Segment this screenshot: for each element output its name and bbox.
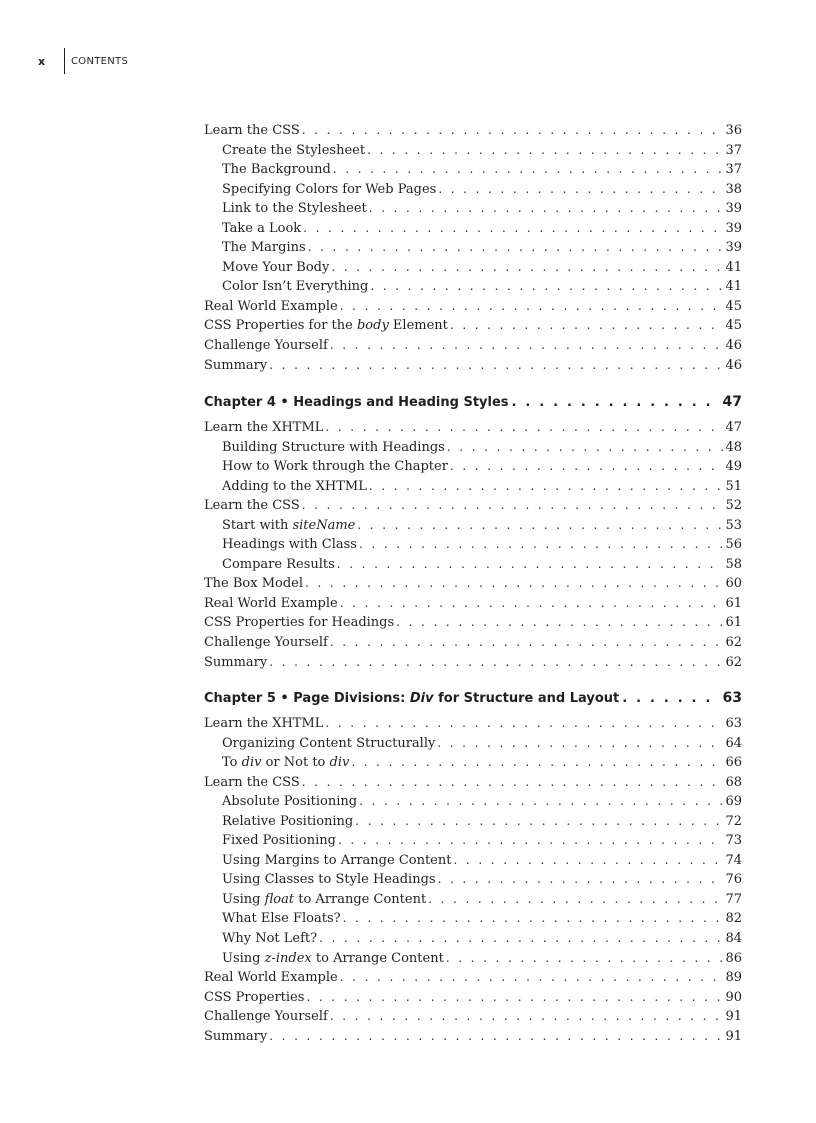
entry-title: CSS Properties for Headings (204, 615, 395, 631)
toc-subentry[interactable] (204, 734, 742, 754)
entry-page-number: 74 (725, 852, 742, 868)
entry-title: What Else Floats? (222, 911, 341, 927)
entry-page-number: 69 (725, 794, 742, 810)
entry-title-emphasis: body (356, 318, 389, 334)
toc-subentry[interactable] (204, 438, 742, 458)
toc-subentry[interactable] (204, 535, 742, 555)
dot-leader (359, 535, 723, 555)
entry-page-number: 41 (725, 279, 742, 295)
dot-leader (330, 1007, 724, 1027)
dot-leader (340, 297, 724, 317)
toc-entry[interactable] (204, 988, 742, 1008)
entry-page-number: 41 (725, 259, 742, 275)
entry-title: Organizing Content Structurally (222, 735, 436, 751)
toc-entry[interactable] (204, 316, 742, 336)
dot-leader (330, 336, 724, 356)
entry-page-number: 51 (725, 478, 742, 494)
toc-subentry[interactable] (204, 238, 742, 258)
dot-leader (306, 988, 723, 1008)
dot-leader (333, 160, 724, 180)
entry-page-number: 48 (725, 439, 742, 455)
dot-leader (302, 496, 724, 516)
entry-title-part: or Not to (261, 755, 330, 771)
entry-title: Real World Example (204, 595, 338, 611)
toc-entry[interactable] (204, 968, 742, 988)
entry-title-emphasis: float (264, 891, 295, 907)
dot-leader (359, 792, 723, 812)
dot-leader (302, 121, 724, 141)
entry-page-number: 72 (725, 813, 742, 829)
entry-page-number: 58 (725, 556, 742, 572)
dot-leader (305, 574, 723, 594)
toc-subentry[interactable] (204, 792, 742, 812)
toc-entry[interactable] (204, 714, 742, 734)
toc-block (204, 121, 742, 375)
dot-leader (370, 277, 723, 297)
chapter-heading[interactable] (204, 394, 742, 418)
entry-title: Absolute Positioning (222, 794, 358, 810)
entry-title: Link to the Stylesheet (222, 201, 367, 217)
entry-title: Headings with Class (222, 537, 357, 553)
toc-subentry[interactable] (204, 277, 742, 297)
dot-leader (338, 831, 723, 851)
entry-page-number: 39 (725, 220, 742, 236)
entry-title: Specifying Colors for Web Pages (222, 181, 437, 197)
entry-title-part: Using (222, 950, 265, 966)
toc-subentry[interactable] (204, 949, 742, 969)
section-label: CONTENTS (71, 55, 129, 67)
dot-leader (367, 141, 723, 161)
entry-page-number: 45 (725, 298, 742, 314)
toc-subentry[interactable] (204, 909, 742, 929)
entry-title: Move Your Body (222, 259, 330, 275)
entry-title: Color Isn’t Everything (222, 279, 369, 295)
dot-leader (355, 812, 723, 832)
entry-title: Take a Look (222, 220, 302, 236)
entry-title: Summary (204, 654, 268, 670)
entry-page-number: 39 (725, 201, 742, 217)
dot-leader (447, 438, 724, 458)
entry-title-emphasis: div (241, 755, 262, 771)
entry-title: The Margins (222, 240, 306, 256)
toc-entry[interactable] (204, 418, 742, 438)
toc-entry[interactable] (204, 594, 742, 614)
toc-entry[interactable] (204, 773, 742, 793)
entry-title: CSS Properties (204, 989, 305, 1005)
chapter-heading[interactable] (204, 690, 742, 714)
entry-title: Learn the CSS (204, 774, 300, 790)
entry-page-number: 63 (725, 716, 742, 731)
dot-leader (438, 870, 724, 890)
dot-leader (369, 199, 724, 219)
entry-page-number: 62 (725, 635, 742, 651)
entry-title: Challenge Yourself (204, 1009, 328, 1025)
entry-title: Summary (204, 1028, 268, 1044)
entry-title-part: to Arrange Content (294, 891, 427, 907)
entry-title-part: CSS Properties for the (204, 318, 357, 334)
chapter-title-part: Chapter 4 • Headings and Heading Styles (204, 395, 509, 410)
entry-title: Building Structure with Headings (222, 439, 445, 455)
toc-entry[interactable] (204, 613, 742, 633)
entry-page-number: 53 (725, 517, 742, 533)
toc-subentry[interactable] (204, 180, 742, 200)
chapter-title-emphasis: Div (409, 691, 434, 706)
entry-page-number: 46 (725, 338, 742, 354)
dot-leader (337, 555, 724, 575)
dot-leader (369, 477, 724, 497)
entry-title: Using Classes to Style Headings (222, 872, 436, 888)
entry-title-part: Using (222, 891, 265, 907)
entry-page-number: 47 (725, 420, 742, 435)
toc-block (204, 394, 742, 672)
toc-entry[interactable] (204, 574, 742, 594)
entry-title (222, 890, 426, 910)
entry-title-part: Element (388, 318, 448, 334)
dot-leader (325, 418, 723, 438)
toc-subentry[interactable] (204, 199, 742, 219)
entry-title (222, 949, 444, 969)
entry-title-emphasis: z-index (264, 950, 312, 966)
toc-subentry[interactable] (204, 258, 742, 278)
dot-leader (269, 356, 723, 376)
toc-subentry[interactable] (204, 477, 742, 497)
toc-subentry[interactable] (204, 219, 742, 239)
dot-leader (438, 180, 723, 200)
entry-page-number: 45 (725, 318, 742, 334)
dot-leader (330, 633, 724, 653)
entry-page-number: 62 (725, 654, 742, 670)
dot-leader (302, 773, 724, 793)
toc-entry[interactable] (204, 496, 742, 516)
entry-title: The Background (222, 162, 331, 178)
entry-title (222, 516, 355, 536)
entry-page-number: 82 (725, 911, 742, 927)
entry-page-number: 68 (725, 774, 742, 790)
entry-page-number: 61 (725, 615, 742, 631)
dot-leader (512, 395, 720, 410)
toc-subentry[interactable] (204, 831, 742, 851)
toc-entry[interactable] (204, 336, 742, 356)
toc-subentry[interactable] (204, 812, 742, 832)
toc-subentry[interactable] (204, 516, 742, 536)
chapter-title (204, 395, 509, 410)
entry-title: How to Work through the Chapter (222, 459, 448, 475)
entry-page-number: 91 (725, 1028, 742, 1044)
dot-leader (453, 851, 723, 871)
entry-title-emphasis: div (329, 755, 350, 771)
entry-page-number: 46 (725, 357, 742, 373)
dot-leader (446, 949, 724, 969)
entry-page-number: 60 (725, 576, 742, 592)
entry-title: Real World Example (204, 970, 338, 986)
toc-entry[interactable] (204, 356, 742, 376)
toc-entry[interactable] (204, 1007, 742, 1027)
entry-page-number: 90 (725, 989, 742, 1005)
toc-entry[interactable] (204, 121, 742, 141)
chapter-title (204, 691, 619, 706)
entry-title-part: Start with (222, 517, 293, 533)
entry-page-number: 36 (725, 123, 742, 138)
running-head (38, 48, 128, 74)
entry-title: Learn the CSS (204, 498, 300, 514)
chapter-page-number: 63 (722, 690, 742, 706)
dot-leader (340, 594, 724, 614)
entry-page-number: 76 (725, 872, 742, 888)
entry-title: Learn the XHTML (204, 420, 324, 435)
entry-page-number: 52 (725, 498, 742, 514)
page-folio: x (38, 54, 46, 68)
toc-subentry[interactable] (204, 851, 742, 871)
entry-title: Fixed Positioning (222, 833, 336, 849)
entry-page-number: 73 (725, 833, 742, 849)
entry-title: Real World Example (204, 298, 338, 314)
entry-title: Learn the CSS (204, 123, 300, 138)
entry-page-number: 61 (725, 595, 742, 611)
entry-title: Relative Positioning (222, 813, 354, 829)
header-rule (64, 48, 65, 74)
entry-title-part: To (222, 755, 242, 771)
entry-title: Challenge Yourself (204, 338, 328, 354)
entry-page-number: 39 (725, 240, 742, 256)
entry-page-number: 91 (725, 1009, 742, 1025)
toc-subentry[interactable] (204, 555, 742, 575)
toc-entry[interactable] (204, 633, 742, 653)
entry-title-emphasis: siteName (292, 517, 356, 533)
dot-leader (303, 219, 723, 239)
entry-page-number: 77 (725, 891, 742, 907)
entry-page-number: 84 (725, 931, 742, 947)
toc-block (204, 690, 742, 1046)
chapter-page-number: 47 (722, 394, 742, 410)
dot-leader (325, 714, 723, 734)
dot-leader (319, 929, 723, 949)
entry-title: Compare Results (222, 556, 335, 572)
chapter-title-part: Chapter 5 • Page Divisions: (204, 691, 410, 706)
entry-title: Adding to the XHTML (222, 478, 367, 494)
entry-title-part: to Arrange Content (311, 950, 444, 966)
entry-title: Challenge Yourself (204, 635, 328, 651)
dot-leader (450, 316, 724, 336)
dot-leader (622, 691, 719, 706)
toc-entry[interactable] (204, 297, 742, 317)
entry-page-number: 49 (725, 459, 742, 475)
dot-leader (437, 734, 723, 754)
entry-title: Create the Stylesheet (222, 142, 366, 158)
entry-title (222, 753, 349, 773)
toc-subentry[interactable] (204, 160, 742, 180)
entry-title: Summary (204, 357, 268, 373)
dot-leader (357, 516, 723, 536)
toc-subentry[interactable] (204, 890, 742, 910)
toc-entry[interactable] (204, 653, 742, 673)
toc-subentry[interactable] (204, 457, 742, 477)
chapter-title-part: for Structure and Layout (433, 691, 620, 706)
entry-page-number: 86 (725, 950, 742, 966)
entry-page-number: 66 (725, 755, 742, 771)
dot-leader (269, 653, 723, 673)
entry-title: The Box Model (204, 576, 304, 592)
entry-page-number: 56 (725, 537, 742, 553)
entry-page-number: 38 (725, 181, 742, 197)
entry-page-number: 89 (725, 970, 742, 986)
dot-leader (428, 890, 723, 910)
dot-leader (308, 238, 724, 258)
entry-page-number: 37 (725, 162, 742, 178)
dot-leader (269, 1027, 723, 1047)
toc-subentry[interactable] (204, 753, 742, 773)
dot-leader (351, 753, 723, 773)
entry-title: Why Not Left? (222, 931, 318, 947)
entry-page-number: 64 (725, 735, 742, 751)
dot-leader (450, 457, 724, 477)
entry-page-number: 37 (725, 142, 742, 158)
toc-subentry[interactable] (204, 141, 742, 161)
toc-entry[interactable] (204, 1027, 742, 1047)
dot-leader (343, 909, 724, 929)
dot-leader (331, 258, 723, 278)
toc-subentry[interactable] (204, 929, 742, 949)
entry-title (204, 316, 448, 336)
toc-subentry[interactable] (204, 870, 742, 890)
entry-title: Learn the XHTML (204, 716, 324, 731)
dot-leader (396, 613, 723, 633)
entry-title: Using Margins to Arrange Content (222, 852, 452, 868)
dot-leader (340, 968, 724, 988)
